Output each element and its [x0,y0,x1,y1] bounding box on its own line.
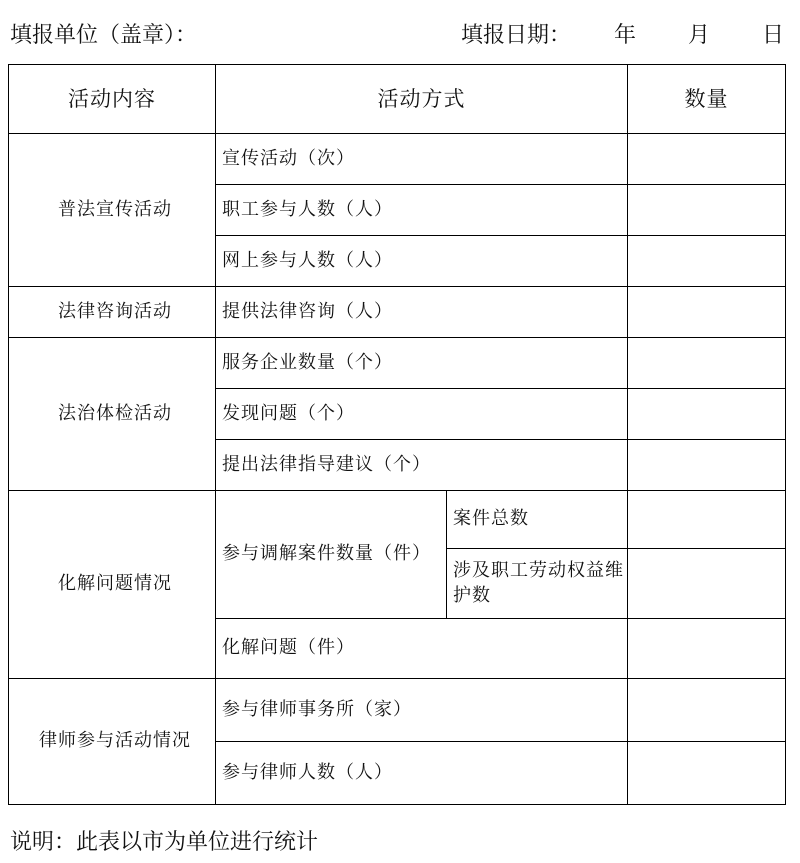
count-cell[interactable] [628,742,786,805]
count-cell[interactable] [628,185,786,236]
count-cell[interactable] [628,389,786,440]
count-cell[interactable] [628,287,786,338]
sub-method-cell: 涉及职工劳动权益维护数 [447,549,628,619]
method-cell-mediation: 参与调解案件数量（件） [216,491,447,619]
table-note: 说明：此表以市为单位进行统计 [10,830,319,855]
count-cell[interactable] [628,236,786,287]
header-activity-content: 活动内容 [9,65,216,134]
year-label: 年 [614,23,637,48]
activity-statistics-table [8,64,786,805]
table-row [9,679,786,742]
category-consult: 法律咨询活动 [9,287,216,338]
method-cell: 提出法律指导建议（个） [216,440,628,491]
header-activity-method: 活动方式 [216,65,628,134]
header-count: 数量 [628,65,786,134]
category-publicity: 普法宣传活动 [9,134,216,287]
category-resolve: 化解问题情况 [9,491,216,679]
month-label: 月 [688,23,711,48]
table-header-row [9,65,786,134]
filling-unit-label: 填报单位（盖章）： [10,23,198,48]
count-cell[interactable] [628,549,786,619]
filling-date-label: 填报日期： [461,23,572,48]
table-row [9,491,786,549]
table-row [9,338,786,389]
method-cell: 化解问题（件） [216,619,628,679]
method-cell: 服务企业数量（个） [216,338,628,389]
method-cell: 宣传活动（次） [216,134,628,185]
count-cell[interactable] [628,619,786,679]
table-row [9,134,786,185]
form-header [0,0,800,64]
method-cell: 发现问题（个） [216,389,628,440]
method-cell: 参与律师人数（人） [216,742,628,805]
count-cell[interactable] [628,134,786,185]
method-cell: 职工参与人数（人） [216,185,628,236]
method-cell: 网上参与人数（人） [216,236,628,287]
day-label: 日 [762,23,785,48]
count-cell[interactable] [628,440,786,491]
count-cell[interactable] [628,679,786,742]
count-cell[interactable] [628,338,786,389]
count-cell[interactable] [628,491,786,549]
category-checkup: 法治体检活动 [9,338,216,491]
sub-method-cell: 案件总数 [447,491,628,549]
method-cell: 参与律师事务所（家） [216,679,628,742]
category-lawyers: 律师参与活动情况 [9,679,216,805]
table-row [9,287,786,338]
method-cell: 提供法律咨询（人） [216,287,628,338]
